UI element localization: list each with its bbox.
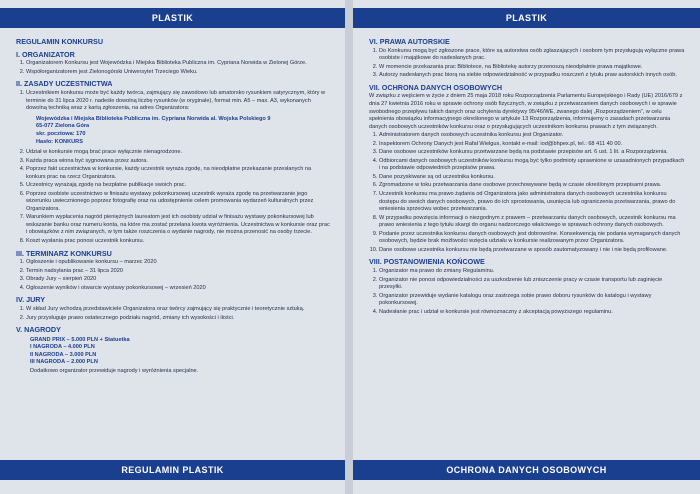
section-prawa-heading: VI. PRAWA AUTORSKIE [369,37,450,46]
left-header-title: PLASTIK [151,13,194,23]
ochrona-intro: W związku z wejściem w życie z dniem 25 maja 2018 roku Rozporządzenia Parlamentu Europejskiego i Rady (UE) 2016/679 z dnia 27 kwietnia 2016 roku w sprawie ochrony osób fizycznych, w związku z przetwarzaniem danych osobowych i w sprawie swobodnego przepływu takich danych oraz uchylenia dyrektywy 95/46/WE, zwanego dalej „Rozporządzeniem”, w celu spełnienia obowiązku informacyjnego określonego w artykule 13 Rozporządzenia, informujemy o zasadach przetwarzania danych osobowych uczestników konkursu oraz o przysługujących uczestnikom konkursu prawach z tym związanych. [369,93,683,130]
prize-list [30,337,331,367]
page-gutter [345,0,353,494]
list-item-text: Uczestnikiem konkursu może być każdy twórca, zajmujący się zawodowo lub amatorsko rysunkiem satyrycznym, który w terminie do 31 lipca 2020 r. nadeśle dowolną liczbę rysunków (w oryginale), format min. A5 – max. A3, wykonanych dowolną techniką wraz z kartą zgłoszenia, na adres Organizatora: [26,90,326,112]
list-item: 4. Ogłoszenie wyników i otwarcie wystawy pokonkursowej – wrzesień 2020 [26,285,331,293]
left-footer-title: REGULAMIN PLASTIK [121,465,224,475]
list-item: 3. Każda praca winna być sygnowana przez autora. [26,158,331,166]
list-item: 1. W skład Jury wchodzą przedstawiciele Organizatora oraz twórcy zajmujący się praktycznie i teoretycznie sztuką. [26,306,331,314]
list-item: 1. Organizatorem Konkursu jest Wojewódzka i Miejska Biblioteka Publiczna im. Cypriana Norwida w Zielonej Górze. [26,60,331,68]
list-item: 2. Termin nadsyłania prac – 31 lipca 2020 [26,268,331,276]
section-terminarz-heading: III. TERMINARZ KONKURSU [16,248,112,258]
list-item: 3. Organizator przewiduje wydanie katalogu oraz zastrzega sobie prawo doboru rysunków do katalogu i wystawy pokonkursowej. [379,293,686,308]
right-panel [353,0,700,494]
list-item: 2. Współorganizatorem jest Zielonogórski Uniwersytet Trzeciego Wieku. [26,69,331,77]
right-header-title: PLASTIK [505,13,548,23]
section-terminarz-list [26,259,331,292]
list-item: 7. Warunkiem wypłacenia nagród pieniężnych laureatom jest ich osobisty udział w finisażu wystawy pokonkursowej lub wskazanie banku oraz numeru konta, na które ma zostać przelana kwota wyróżnienia. Uczestnictwa w konkursie oraz prac i obowiązków z nim związanych, w tym także roszczenia o wydanie nagrody, nie można przenosić na osoby trzecie. [26,214,331,237]
left-footer-bar [0,460,345,480]
list-item: 4. Poprzez fakt uczestnictwa w konkursie, każdy uczestnik wyraża zgodę, na nieodpłatne przekazanie przesłanych na konkurs prac na rzecz Organizatora. [26,166,331,181]
list-item: 2. Jury przysługuje prawo ostatecznego podziału nagród, zmiany ich wysokości i ilości. [26,315,331,323]
section-jury-heading: IV. JURY [16,295,46,305]
left-header-bar [0,8,345,28]
list-item: 9. Podanie przez uczestnika konkursu danych osobowych jest dobrowolne. Konsekwencją nie podania wymaganych danych osobowych, będzie brak możliwości wzięcia udziału w konkursie realizowanym przez Organizatora. [379,231,686,246]
prize-item: I NAGRODA – 4.000 PLN [30,344,95,351]
right-footer-bar [353,460,700,480]
section-postanowienia-list [379,268,686,316]
prize-item: III NAGRODA – 2.000 PLN [30,359,98,366]
list-item: 3. Obrady Jury – sierpień 2020 [26,276,331,284]
section-jury-list [26,306,331,322]
list-item: 2. Organizator nie ponosi odpowiedzialności za uszkodzenie lub zniszczenie pracy w czasie transportu lub zaginięcie przesyłki. [379,277,686,292]
list-item: 4. Odbiorcami danych osobowych uczestników konkursu mogą być tylko podmioty uprawnione w uzasadnionych przypadkach i na podstawie odpowiednich przepisów prawa. [379,158,686,173]
section-zasady-list [26,90,331,246]
right-footer-title: OCHRONA DANYCH OSOBOWYCH [446,465,607,475]
section-ochrona-heading: VII. OCHRONA DANYCH OSOBOWYCH [369,82,503,92]
list-item: 6. Zgromadzone w toku przetwarzania dane osobowe przechowywane będą w czasie określonym przepisami prawa. [379,182,686,190]
section-organizator-list [26,60,331,76]
list-item: 2. Inspektorem Ochrony Danych jest Rafał Wielgus, kontakt e-mail: iod@bhpex.pl, tel.: 68 411 40 00. [379,141,686,149]
list-item: 5. Dane pozyskiwane są od uczestnika konkursu. [379,174,686,182]
prize-item: GRAND PRIX – 5.000 PLN + Statuetka [30,336,130,343]
list-item: 1. Do Konkursu mogą być zgłoszone prace, które są autorstwa osób zgłaszających i osobom tym przysługują wyłączne prawa osobiste i majątkowe do nadesłanych prac. [379,48,686,63]
list-item: 2. Udział w konkursie mogą brać prace wyłącznie nienagrodzone. [26,149,331,157]
section-zasady-heading: II. ZASADY UCZESTNICTWA [16,79,113,89]
list-item: 8. Koszt wysłania prac ponosi uczestnik konkursu. [26,238,331,246]
address-line: skr. pocztowa: 170 [36,131,86,138]
section-postanowienia-heading: VIII. POSTANOWIENIA KOŃCOWE [369,257,485,267]
prize-item: II NAGRODA – 3.000 PLN [30,351,97,358]
left-panel [0,0,345,494]
regulamin-title: REGULAMIN KONKURSU [16,37,104,46]
right-content [353,38,700,454]
list-item: 8. W przypadku powzięcia informacji o niezgodnym z prawem – przetwarzaniu danych osobowych, uczestnik konkursu ma prawo wniesienia z tego tytułu skargi do organu nadzorczego właściwego w sprawach ochrony danych osobowych. [379,215,686,230]
organizer-address [36,116,331,147]
section-ochrona-list [379,132,686,254]
section-organizator-heading: I. ORGANIZATOR [16,49,75,59]
list-item: 2. W momencie przekazania prac Bibliotece, na Bibliotekę autorzy przenoszą nieodpłatnie prawa majątkowe. [379,64,686,72]
list-item: 3. Autorzy nadesłanych prac biorą na siebie odpowiedzialność w przypadku roszczeń z tytułu praw autorskich innych osób. [379,72,686,80]
address-line: Wojewódzka i Miejska Biblioteka Publiczna im. Cypriana Norwida al. Wojska Polskiego 9 [36,115,271,122]
list-item: 1. Ogłoszenie i opublikowanie konkursu – marzec 2020 [26,259,331,267]
address-line: Hasło: KONKURS [36,139,83,146]
list-item: 3. Dane osobowe uczestników konkursu przetwarzane będą na podstawie przepisów art. 6 ust. 1 lit. a Rozporządzenia. [379,149,686,157]
list-item: 10. Dane osobowe uczestnika konkursu nie będą przetwarzane w sposób zautomatyzowany i nie i nie będą profilowane. [379,247,686,255]
list-item: 6. Poprzez osobiste uczestnictwo w finisażu wystawy pokonkursowej uczestnik wyraża zgodę na przetwarzanie jego wizerunku uwiecznionego poprzez fotografię oraz na udostępnienie celem promowania wydarzeń kulturalnych przez Organizatora. [26,191,331,214]
right-header-bar [353,8,700,28]
list-item: 1. Organizator ma prawo do zmiany Regulaminu. [379,268,686,276]
list-item: 1. Administratorem danych osobowych uczestnika konkursu jest Organizator. [379,132,686,140]
prize-note: Dodatkowo organizator przewiduje nagrody i wyróżnienia specjalne. [30,367,199,374]
list-item: 4. Nadesłanie prac i udział w konkursie jest równoznaczny z akceptacją powyższego regulaminu. [379,309,686,317]
list-item: 5. Uczestnicy wyrażają zgodę na bezpłatne publikacje swoich prac. [26,182,331,190]
list-item: 7. Uczestnik konkursu ma prawo żądania od Organizatora jako administratora danych osobowych uczestnika konkursu dostępu do swoich danych osobowych, prawo do ich sprostowania, usunięcia lub ograniczenia przetwarzania, prawo do wniesienia sprzeciwu wobec przetwarzania. [379,191,686,214]
address-line: 65-077 Zielona Góra [36,123,90,130]
section-nagrody-heading: V. NAGRODY [16,325,61,335]
list-item [26,90,331,147]
left-content [0,38,345,454]
section-prawa-list [379,48,686,80]
